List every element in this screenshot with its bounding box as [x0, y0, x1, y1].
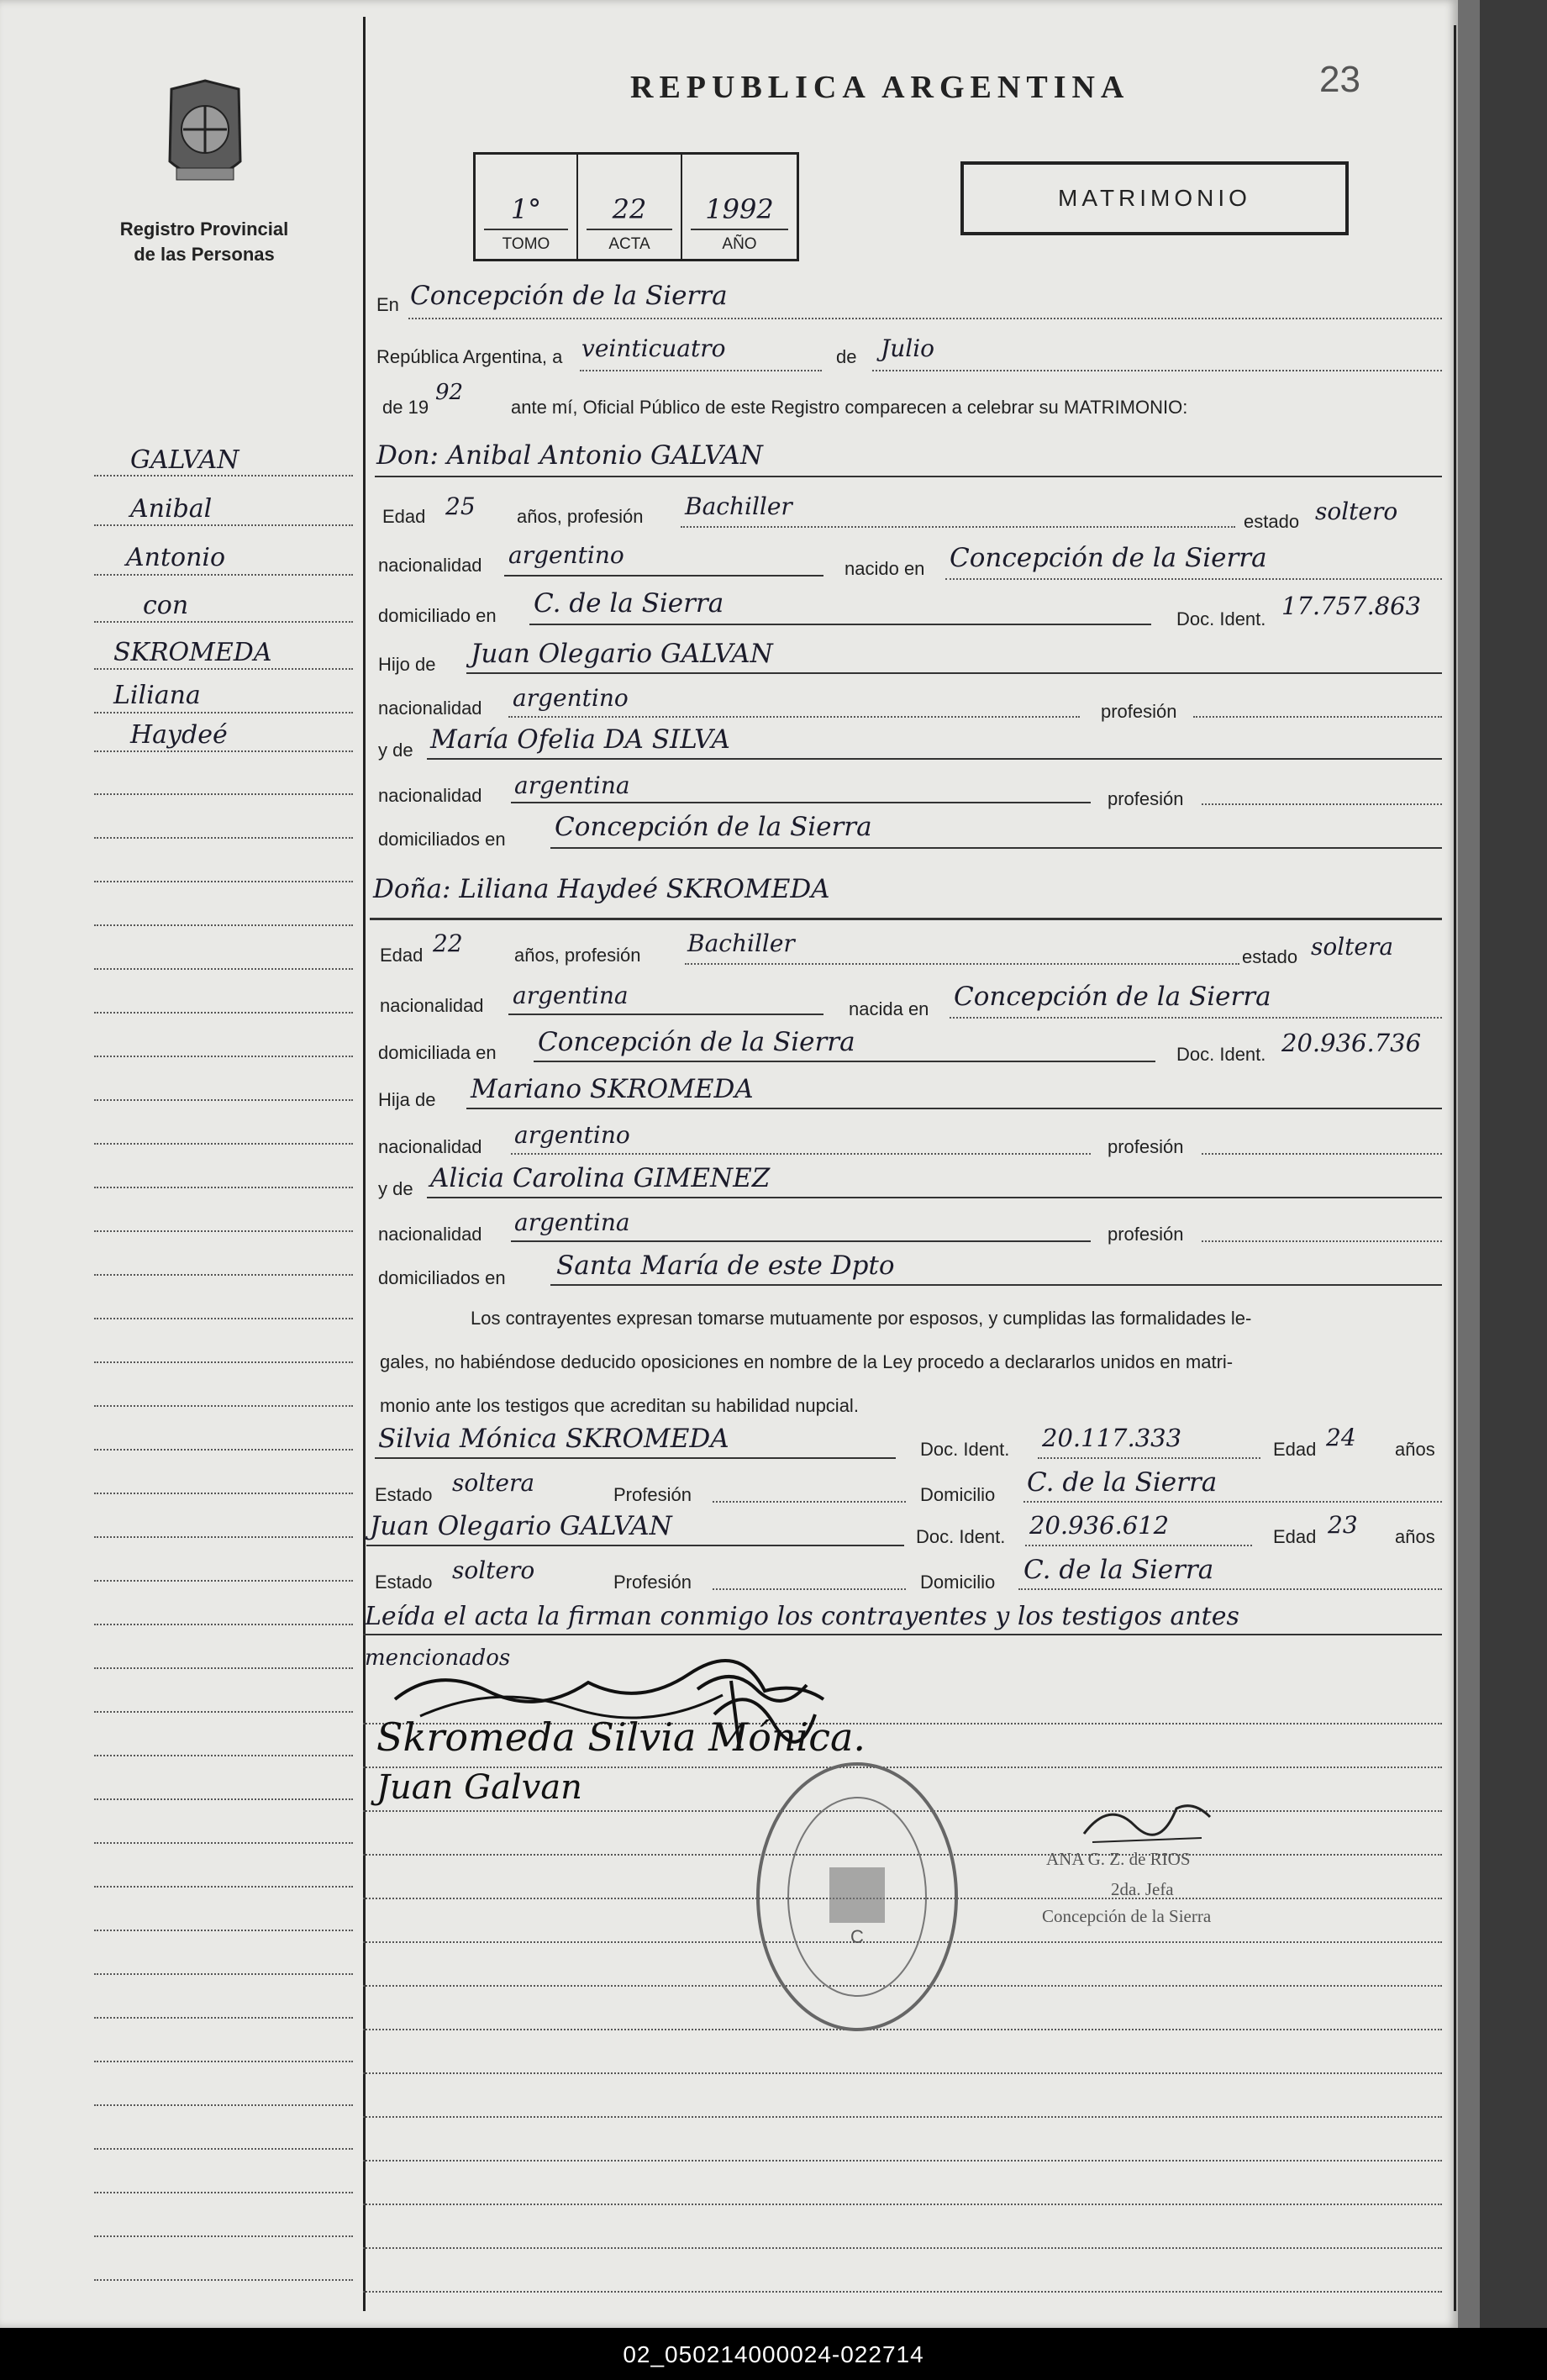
witness-1-anos-label: años: [1395, 1439, 1435, 1460]
bride-name-line: [370, 918, 1442, 920]
groom-name: Don: Anibal Antonio GALVAN: [376, 440, 763, 471]
margin-line: [94, 2017, 353, 2019]
bride-profession-line: [685, 963, 1239, 965]
margin-line: [94, 837, 353, 839]
margin-given-name-2: Antonio: [126, 543, 226, 572]
witness-1-dom-line: [1023, 1501, 1442, 1503]
ano-cell: [682, 155, 797, 259]
margin-line: [94, 1973, 353, 1975]
official-signature: [1076, 1792, 1218, 1851]
bride-father-nat-label: nacionalidad: [378, 1136, 482, 1157]
margin-line: [94, 1886, 353, 1888]
groom-domicile: C. de la Sierra: [534, 588, 724, 619]
margin-line: [94, 1798, 353, 1800]
registry-line-2: de las Personas: [134, 244, 275, 265]
margin-line: [94, 968, 353, 970]
witness-2-anos-label: años: [1395, 1526, 1435, 1547]
bride-mother-nat-line: [511, 1240, 1091, 1242]
margin-bride-name-2: Haydeé: [130, 720, 228, 750]
parents-dom-line: [550, 847, 1442, 849]
book-spine: [1458, 0, 1547, 2328]
witness-2-dom-line: [1018, 1588, 1442, 1590]
margin-line: [94, 475, 353, 477]
witness-2-name: Juan Olegario GALVAN: [370, 1511, 672, 1541]
margin-line: [94, 1143, 353, 1145]
groom-dom-label: domiciliado en: [378, 605, 497, 626]
groom-father-prof-label: profesión: [1101, 701, 1177, 722]
right-rule: [1454, 25, 1456, 2311]
tomo-value: 1°: [510, 193, 542, 225]
registry-name: [99, 217, 309, 267]
margin-line: [94, 1187, 353, 1188]
margin-line: [94, 924, 353, 926]
domicile-line: [529, 624, 1151, 625]
tomo-underline: [484, 229, 568, 230]
margin-line: [94, 1755, 353, 1756]
witness-1-domicile: C. de la Sierra: [1027, 1467, 1218, 1498]
bride-nacida-label: nacida en: [849, 998, 929, 1019]
year-prefix: de 19: [382, 397, 429, 418]
margin-line: [94, 793, 353, 795]
witness-2-doc: 20.936.612: [1029, 1511, 1170, 1540]
bride-parents-dom: Santa María de este Dpto: [556, 1251, 895, 1281]
country-title: REPUBLICA ARGENTINA: [630, 70, 1130, 105]
bride-nationality-line: [508, 1014, 823, 1015]
groom-yde-label: y de: [378, 740, 413, 761]
ano-label: AÑO: [722, 235, 757, 253]
ruled-line: [363, 2291, 1442, 2293]
margin-line: [94, 1274, 353, 1276]
witness-2-estado-label: Estado: [375, 1572, 433, 1593]
margin-line: [94, 524, 353, 526]
statement-text: ante mí, Oficial Público de este Registro comparecen a celebrar su MATRIMONIO:: [511, 397, 1188, 418]
margin-line: [94, 2148, 353, 2150]
bride-father-prof-label: profesión: [1108, 1136, 1184, 1157]
margin-line: [94, 1012, 353, 1014]
ruled-line: [363, 2116, 1442, 2118]
nationality-line: [504, 575, 823, 577]
page-edge: [1458, 0, 1480, 2328]
mother-prof-line: [1202, 803, 1442, 805]
margin-line: [94, 1493, 353, 1494]
republica-label: República Argentina, a: [376, 346, 563, 367]
groom-father: Juan Olegario GALVAN: [471, 639, 773, 669]
margin-line: [94, 2192, 353, 2193]
svg-text:C: C: [850, 1926, 864, 1947]
margin-line: [94, 574, 353, 576]
ruled-line: [363, 2160, 1442, 2161]
witness-1-estado-label: Estado: [375, 1484, 433, 1505]
month-line: [872, 370, 1442, 371]
declaration-line-3: monio ante los testigos que acreditan su habilidad nupcial.: [380, 1395, 859, 1416]
groom-edad-label: Edad: [382, 506, 426, 527]
page-number: 23: [1319, 59, 1360, 100]
bride-domicile: Concepción de la Sierra: [538, 1027, 855, 1057]
groom-nat-label: nacionalidad: [378, 555, 482, 576]
bride-profession: Bachiller: [687, 929, 795, 957]
margin-line: [94, 668, 353, 670]
bride-father-nat: argentino: [514, 1121, 630, 1149]
ano-value: 1992: [705, 193, 774, 225]
margin-surname-bride: SKROMEDA: [113, 638, 272, 667]
bride-mother-line: [427, 1197, 1442, 1198]
bride-mother-prof-label: profesión: [1108, 1224, 1184, 1245]
margin-line: [94, 1099, 353, 1101]
margin-line: [94, 2235, 353, 2237]
ano-underline: [691, 229, 788, 230]
witness-1-prof-line: [713, 1501, 906, 1503]
bride-yde-label: y de: [378, 1178, 413, 1199]
witness-2-estado: soltero: [452, 1556, 535, 1584]
bride-mother-nat: argentina: [514, 1208, 630, 1236]
bride-birthplace: Concepción de la Sierra: [954, 982, 1271, 1012]
margin-line: [94, 750, 353, 752]
groom-mother-nat: argentina: [514, 771, 630, 799]
bride-nat-label: nacionalidad: [380, 995, 484, 1016]
margin-line: [94, 1711, 353, 1713]
witness-1-age: 24: [1326, 1424, 1356, 1451]
acta-cell: [578, 155, 682, 259]
margin-line: [94, 1580, 353, 1582]
groom-profession: Bachiller: [685, 492, 792, 520]
tomo-cell: [476, 155, 578, 259]
bride-birthplace-line: [950, 1017, 1442, 1019]
groom-anos-label: años, profesión: [517, 506, 644, 527]
marriage-day: veinticuatro: [581, 334, 726, 362]
groom-mother-prof-label: profesión: [1108, 788, 1184, 809]
margin-line: [94, 1536, 353, 1538]
margin-line: [94, 1624, 353, 1625]
file-id: 02_050214000024-022714: [623, 2341, 924, 2367]
groom-mother-nat-label: nacionalidad: [378, 785, 482, 806]
official-name: ANA G. Z. de RIOS: [1046, 1849, 1191, 1869]
witness-2-doc-label: Doc. Ident.: [916, 1526, 1006, 1547]
official-role: 2da. Jefa: [1111, 1879, 1174, 1899]
marriage-month: Julio: [881, 334, 935, 362]
witness-1-dom-label: Domicilio: [920, 1484, 996, 1505]
groom-father-nat: argentino: [513, 684, 629, 712]
record-box: [473, 152, 799, 261]
groom-parents-dom: Concepción de la Sierra: [555, 812, 872, 842]
witness-1-name-line: [375, 1457, 896, 1459]
groom-nacido-label: nacido en: [845, 558, 925, 579]
witness-2-name-line: [366, 1545, 904, 1546]
official-round-seal: [752, 1758, 962, 2035]
margin-line: [94, 621, 353, 623]
groom-mother: María Ofelia DA SILVA: [430, 724, 730, 755]
acta-value: 22: [612, 193, 647, 225]
bride-age: 22: [433, 929, 463, 957]
groom-hijo-label: Hijo de: [378, 654, 436, 675]
bride-parents-dom-line: [550, 1284, 1442, 1286]
groom-parents-dom-label: domiciliados en: [378, 829, 506, 850]
closing-line-2: mencionados: [365, 1645, 511, 1671]
margin-line: [94, 1056, 353, 1057]
bride-estado-label: estado: [1242, 946, 1298, 967]
witness-2-edad-label: Edad: [1273, 1526, 1317, 1547]
margin-line: [94, 712, 353, 713]
margin-line: [94, 2104, 353, 2106]
mother-line: [427, 758, 1442, 760]
place-line: [408, 318, 1442, 319]
margin-surname-groom: GALVAN: [130, 445, 239, 475]
groom-doc-label: Doc. Ident.: [1176, 608, 1266, 629]
bride-nationality: argentina: [513, 982, 629, 1009]
margin-con: con: [143, 591, 189, 620]
closing-line-1: Leída el acta la firman conmigo los contrayentes y los testigos antes: [365, 1602, 1239, 1631]
day-line: [580, 370, 822, 371]
witness-1-doc-line: [1038, 1457, 1260, 1459]
groom-name-line: [375, 476, 1442, 477]
margin-line: [94, 881, 353, 882]
margin-line: [94, 1361, 353, 1363]
groom-estado: soltero: [1315, 498, 1398, 525]
ruled-line: [363, 2072, 1442, 2074]
bride-domicile-line: [534, 1061, 1155, 1062]
provincial-seal-icon: [165, 77, 245, 195]
bride-father-prof-line: [1202, 1153, 1442, 1155]
witness-2-profesion-label: Profesión: [613, 1572, 692, 1593]
profession-line: [681, 526, 1235, 528]
witness-2-prof-line: [713, 1588, 906, 1590]
bride-doc-label: Doc. Ident.: [1176, 1044, 1266, 1065]
bride-anos-label: años, profesión: [514, 945, 641, 966]
groom-age: 25: [445, 492, 476, 520]
witness-1-doc: 20.117.333: [1042, 1424, 1182, 1452]
father-nat-line: [508, 716, 1080, 718]
official-office: Concepción de la Sierra: [1042, 1906, 1212, 1926]
acta-underline: [587, 229, 672, 230]
groom-doc: 17.757.863: [1281, 592, 1422, 620]
margin-line: [94, 1842, 353, 1844]
bride-mother: Alicia Carolina GIMENEZ: [430, 1163, 771, 1193]
margin-given-name-1: Anibal: [130, 494, 213, 524]
bride-father-nat-line: [511, 1153, 1091, 1155]
witness-2-age: 23: [1328, 1511, 1358, 1539]
mother-nat-line: [511, 802, 1091, 803]
ruled-line: [363, 2247, 1442, 2249]
groom-father-nat-label: nacionalidad: [378, 698, 482, 719]
bride-estado: soltera: [1311, 933, 1394, 961]
bride-mother-prof-line: [1202, 1240, 1442, 1242]
witness-2-domicile: C. de la Sierra: [1023, 1555, 1214, 1585]
witness-2-doc-line: [1025, 1545, 1252, 1546]
signature-galvan: Juan Galvan: [376, 1768, 582, 1807]
registry-line-1: Registro Provincial: [119, 219, 289, 240]
bride-edad-label: Edad: [380, 945, 424, 966]
witness-1-doc-label: Doc. Ident.: [920, 1439, 1010, 1460]
bride-parents-dom-label: domiciliados en: [378, 1267, 506, 1288]
groom-nationality: argentino: [508, 541, 624, 569]
declaration-line-1: Los contrayentes expresan tomarse mutuamente por esposos, y cumplidas las formalidades le-: [471, 1308, 1252, 1329]
father-line: [466, 672, 1442, 674]
witness-2-dom-label: Domicilio: [920, 1572, 996, 1593]
year-suffix: 92: [435, 380, 464, 405]
bride-father: Mariano SKROMEDA: [471, 1074, 754, 1104]
tomo-label: TOMO: [502, 235, 550, 253]
margin-line: [94, 1405, 353, 1407]
bride-hija-label: Hija de: [378, 1089, 436, 1110]
margin-line: [94, 1930, 353, 1931]
margin-bride-name-1: Liliana: [113, 681, 201, 710]
de-label: de: [836, 346, 857, 367]
margin-line: [94, 1230, 353, 1232]
closing-line-1-rule: [363, 1634, 1442, 1635]
bride-father-line: [466, 1108, 1442, 1109]
witness-1-name: Silvia Mónica SKROMEDA: [378, 1424, 729, 1454]
witness-1-profesion-label: Profesión: [613, 1484, 692, 1505]
margin-rule: [363, 17, 366, 2311]
signature-skromeda: Skromeda Silvia Mónica.: [376, 1714, 866, 1760]
margin-line: [94, 1667, 353, 1669]
en-label: En: [376, 294, 399, 315]
bride-mother-nat-label: nacionalidad: [378, 1224, 482, 1245]
witness-1-estado: soltera: [452, 1469, 535, 1497]
witness-1-edad-label: Edad: [1273, 1439, 1317, 1460]
birthplace-line: [945, 578, 1442, 580]
bride-doc: 20.936.736: [1281, 1029, 1422, 1057]
father-prof-line: [1193, 716, 1442, 718]
ruled-line: [363, 2204, 1442, 2205]
bride-name: Doña: Liliana Haydeé SKROMEDA: [373, 874, 830, 904]
margin-line: [94, 2279, 353, 2281]
bride-dom-label: domiciliada en: [378, 1042, 497, 1063]
document-type-box: MATRIMONIO: [960, 161, 1349, 235]
margin-line: [94, 1449, 353, 1451]
margin-line: [94, 1318, 353, 1319]
groom-estado-label: estado: [1244, 511, 1300, 532]
marriage-place: Concepción de la Sierra: [410, 281, 728, 311]
acta-label: ACTA: [608, 235, 650, 253]
margin-line: [94, 2061, 353, 2062]
declaration-line-2: gales, no habiéndose deducido oposiciones en nombre de la Ley procedo a declararlos unidos en matri-: [380, 1351, 1234, 1372]
groom-birthplace: Concepción de la Sierra: [950, 543, 1267, 573]
